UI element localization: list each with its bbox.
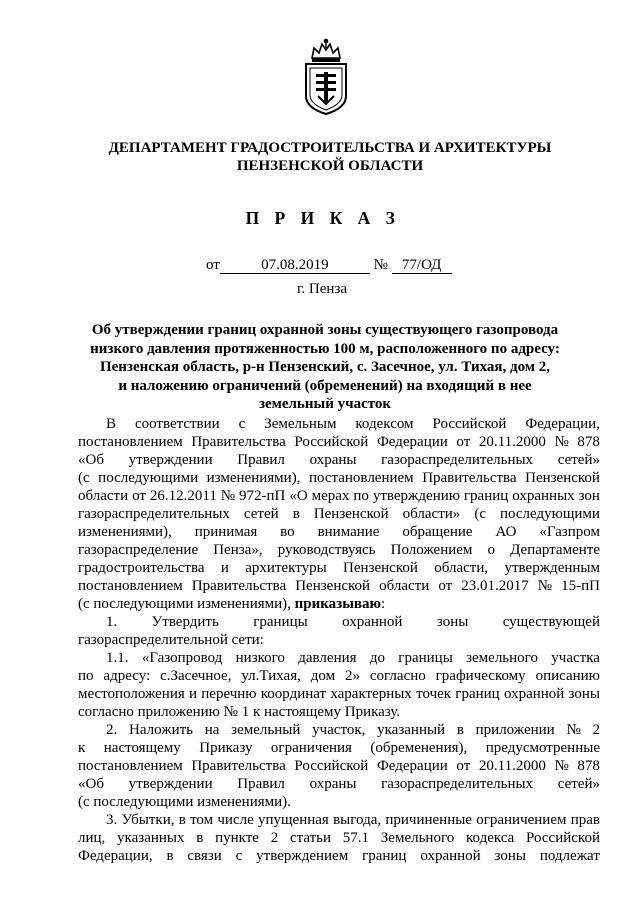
body-word: 2»: [344, 668, 360, 684]
body-word: пункте: [215, 830, 259, 846]
body-word: изменениями),: [206, 470, 301, 486]
body-line: [78, 415, 600, 433]
body-word: границ: [455, 686, 500, 702]
body-word: руководствуясь: [277, 542, 376, 558]
body-word: Правил: [237, 776, 285, 792]
body-word: 23.01.2017: [461, 578, 529, 594]
body-word: Приказу: [199, 740, 253, 756]
title-line: Пензенская область, р-н Пензенский, с. Засечное, ул. Тихая, дом 2,: [99, 359, 551, 375]
order-body-text: [78, 415, 600, 865]
body-word: на: [204, 722, 220, 738]
body-line: [78, 739, 600, 757]
body-word: 878: [577, 758, 600, 774]
body-word: утверждении: [128, 776, 213, 792]
body-word: охранной: [503, 686, 565, 702]
body-line: [78, 523, 600, 541]
body-word: и: [189, 686, 198, 702]
body-word: границ: [463, 488, 509, 504]
body-word: согласно: [369, 668, 426, 684]
body-word: сетей»: [557, 776, 600, 792]
body-line: [78, 451, 600, 469]
body-word: Правительства: [191, 578, 287, 594]
body-word: охранной: [420, 848, 481, 864]
body-word: охраны: [309, 452, 357, 468]
body-word: газораспределительных: [78, 506, 230, 522]
body-word: и: [220, 560, 229, 576]
body-word: области: [379, 578, 430, 594]
body-word: дом: [310, 668, 336, 684]
body-word: Правительства: [422, 470, 517, 486]
body-word: «Газпром: [539, 524, 600, 540]
body-word: от: [438, 578, 453, 594]
body-text-run: (с последующими изменениями),: [78, 596, 295, 612]
body-word: по: [78, 668, 94, 684]
body-word: указанный: [377, 722, 446, 738]
body-word: 878: [577, 434, 600, 450]
body-line: [78, 703, 600, 721]
body-text-run: согласно приложению № 1 к настоящему Приказу.: [78, 704, 401, 720]
body-word: по: [353, 488, 369, 504]
body-word: Российской: [526, 830, 600, 846]
body-word: от: [132, 488, 146, 504]
title-line: и наложению ограничений (обременений) на входящий в нее: [118, 377, 532, 394]
body-word: точек: [416, 686, 452, 702]
body-word: зоны: [436, 614, 469, 630]
body-word: местоположения: [78, 686, 185, 702]
body-word: АО: [495, 524, 517, 540]
body-word: Земельным: [264, 416, 337, 432]
body-word: характерных: [330, 686, 412, 702]
body-word: с: [235, 848, 243, 864]
body-word: причиненные: [385, 812, 472, 828]
body-word: границы: [398, 650, 453, 666]
body-word: графическому: [435, 668, 526, 684]
body-word: в: [196, 830, 204, 846]
body-word: низкого: [235, 650, 285, 666]
body-line: [78, 487, 600, 505]
body-word: 2: [592, 722, 600, 738]
body-word: Убытки,: [121, 812, 175, 828]
body-word: статьи: [289, 830, 332, 846]
body-line: [78, 721, 600, 739]
body-word: Пензенской: [343, 560, 418, 576]
body-word: зон: [578, 488, 600, 504]
body-word: прав: [570, 812, 600, 828]
body-word: охранных: [512, 488, 575, 504]
city-name: г. Пенза: [296, 281, 348, 297]
body-line: [78, 631, 600, 649]
body-word: «Об: [78, 452, 104, 468]
order-title: [90, 321, 560, 414]
body-word: упущенная: [257, 812, 329, 828]
body-word: адресу:: [103, 668, 151, 684]
body-word: 15-пП: [561, 578, 600, 594]
body-word: с.Засечное,: [160, 668, 232, 684]
body-word: зоны: [568, 686, 600, 702]
body-word: лиц,: [78, 830, 106, 846]
body-word: (обременения),: [370, 740, 468, 756]
body-word: обращение: [402, 524, 473, 540]
body-word: Пензенской: [313, 506, 389, 522]
body-word: «Об: [78, 776, 104, 792]
body-word: земельного: [466, 650, 538, 666]
body-word: 57.1: [342, 830, 370, 846]
body-word: кодекса: [466, 830, 515, 846]
body-word: 972-пП: [239, 488, 286, 504]
body-word: (с: [78, 470, 90, 486]
body-word: газораспределение: [78, 542, 199, 558]
body-word: постановлением: [308, 470, 414, 486]
body-line: [78, 829, 600, 847]
body-word: в: [456, 722, 464, 738]
body-word: 1.1.: [106, 650, 129, 666]
body-word: описанию: [535, 668, 600, 684]
body-word: существующей: [502, 614, 600, 630]
body-text-run: (с последующими изменениями).: [78, 794, 291, 810]
body-word: связи: [187, 848, 222, 864]
body-word: 3.: [106, 812, 118, 828]
body-word: 26.12.2011: [149, 488, 217, 504]
body-word: Российской: [294, 434, 369, 450]
body-word: Пензенской: [525, 470, 600, 486]
coat-of-arms-icon: [302, 36, 350, 118]
body-word: Правил: [237, 452, 285, 468]
body-word: №: [537, 578, 553, 594]
body-word: Правительства: [191, 434, 286, 450]
body-line: [78, 649, 600, 667]
body-word: кодексом: [355, 416, 414, 432]
body-word: выгода,: [333, 812, 382, 828]
body-line: [78, 559, 600, 577]
body-word: соответствии: [134, 416, 220, 432]
body-word: постановлением: [78, 578, 183, 594]
body-line: [78, 595, 600, 613]
body-word: 2.: [106, 722, 118, 738]
document-type-heading: П Р И К А З: [245, 208, 401, 228]
body-word: Наложить: [128, 722, 194, 738]
body-word: Федерации: [376, 758, 448, 774]
body-word: Правительства: [191, 758, 286, 774]
body-word: области»: [402, 506, 461, 522]
body-word: Земельного: [380, 830, 455, 846]
body-word: архитектуры: [245, 560, 327, 576]
body-word: постановлением: [78, 434, 183, 450]
body-word: 1.: [106, 614, 118, 630]
body-line: [78, 577, 600, 595]
body-word: №: [554, 758, 569, 774]
body-word: области,: [434, 560, 489, 576]
body-word: Федерации,: [525, 416, 600, 432]
body-word: Пенза»,: [213, 542, 263, 558]
body-word: сетей»: [557, 452, 600, 468]
body-word: земельный: [231, 722, 301, 738]
body-word: настоящему: [103, 740, 181, 756]
body-word: 2: [270, 830, 279, 846]
body-word: последующими: [500, 506, 600, 522]
body-word: №: [566, 722, 581, 738]
order-date-number-line: [206, 256, 452, 274]
body-word: газораспределительных: [381, 776, 534, 792]
body-word: утверждением: [256, 848, 349, 864]
body-word: В: [106, 416, 117, 432]
body-text-run: газораспределительной сети:: [78, 632, 264, 648]
body-word: «О: [289, 488, 308, 504]
body-word: мерах: [311, 488, 350, 504]
body-word: о: [487, 542, 496, 558]
body-word: координат: [260, 686, 327, 702]
title-line: низкого давления протяженностью 100 м, расположенного по адресу:: [90, 340, 560, 357]
body-word: границы: [253, 614, 308, 630]
body-line: [78, 847, 600, 865]
body-word: последующими: [98, 470, 199, 486]
body-word: приложении: [475, 722, 555, 738]
body-line: [78, 811, 600, 829]
department-name-line1: ДЕПАРТАМЕНТ ГРАДОСТРОИТЕЛЬСТВА И АРХИТЕКТУРЫ: [108, 140, 552, 156]
body-word: внимание: [317, 524, 380, 540]
body-word: с: [238, 416, 246, 432]
body-word: (с: [474, 506, 486, 522]
from-label: от: [206, 257, 220, 273]
body-text-run: :: [381, 596, 386, 612]
body-line: [78, 469, 600, 487]
body-word: области: [78, 488, 129, 504]
body-word: указанных: [117, 830, 185, 846]
body-word: №: [554, 434, 569, 450]
body-word: числе: [217, 812, 254, 828]
body-word: давления: [298, 650, 357, 666]
body-word: сетей: [243, 506, 279, 522]
body-word: том: [190, 812, 214, 828]
body-word: участка: [551, 650, 600, 666]
body-line: [78, 685, 600, 703]
order-verb: приказываю: [294, 596, 381, 612]
body-word: утвержденным: [504, 560, 600, 576]
body-word: Российской: [294, 758, 369, 774]
body-word: во: [280, 524, 295, 540]
body-line: [78, 541, 600, 559]
body-word: Положением: [390, 542, 473, 558]
body-word: Утвердить: [151, 614, 219, 630]
body-line: [78, 757, 600, 775]
body-line: [78, 667, 600, 685]
body-word: границ: [362, 848, 407, 864]
body-word: ограничением: [476, 812, 567, 828]
body-word: Департаменте: [510, 542, 600, 558]
body-word: №: [220, 488, 236, 504]
body-word: градостроительства: [78, 560, 205, 576]
body-word: ограничения: [270, 740, 352, 756]
body-word: в: [166, 848, 174, 864]
body-word: перечню: [201, 686, 257, 702]
body-word: 20.11.2000: [478, 434, 546, 450]
body-line: [78, 775, 600, 793]
body-word: «Газопровод: [141, 650, 223, 666]
body-word: утверждении: [128, 452, 213, 468]
body-word: 20.11.2000: [478, 758, 546, 774]
body-word: до: [369, 650, 385, 666]
body-word: Федерации,: [78, 848, 153, 864]
body-word: участок,: [312, 722, 366, 738]
body-word: постановлением: [78, 758, 183, 774]
body-line: [78, 613, 600, 631]
department-name-line2: ПЕНЗЕНСКОЙ ОБЛАСТИ: [236, 158, 424, 174]
body-word: принимая: [194, 524, 258, 540]
body-word: изменениями),: [78, 524, 172, 540]
body-line: [78, 505, 600, 523]
body-word: охраны: [309, 776, 357, 792]
body-word: от: [456, 434, 471, 450]
order-date: 07.08.2019: [220, 256, 370, 274]
body-word: в: [178, 812, 186, 828]
body-word: ул.Тихая,: [241, 668, 301, 684]
body-word: от: [456, 758, 471, 774]
body-word: Российской: [432, 416, 507, 432]
body-line: [78, 433, 600, 451]
body-word: Федерации: [376, 434, 448, 450]
title-line: Об утверждении границ охранной зоны существующего газопровода: [91, 322, 559, 338]
body-word: предусмотренные: [485, 740, 600, 756]
body-word: подлежат: [539, 848, 600, 864]
body-word: охранной: [342, 614, 403, 630]
number-label: №: [373, 257, 388, 273]
body-line: [78, 793, 600, 811]
body-word: утверждению: [372, 488, 460, 504]
body-word: зоны: [494, 848, 526, 864]
order-number: 77/ОД: [392, 256, 452, 274]
body-word: газораспределительных: [381, 452, 534, 468]
body-word: Пензенской: [295, 578, 371, 594]
body-word: к: [78, 740, 86, 756]
title-line: земельный участок: [258, 396, 392, 412]
body-word: в: [292, 506, 300, 522]
